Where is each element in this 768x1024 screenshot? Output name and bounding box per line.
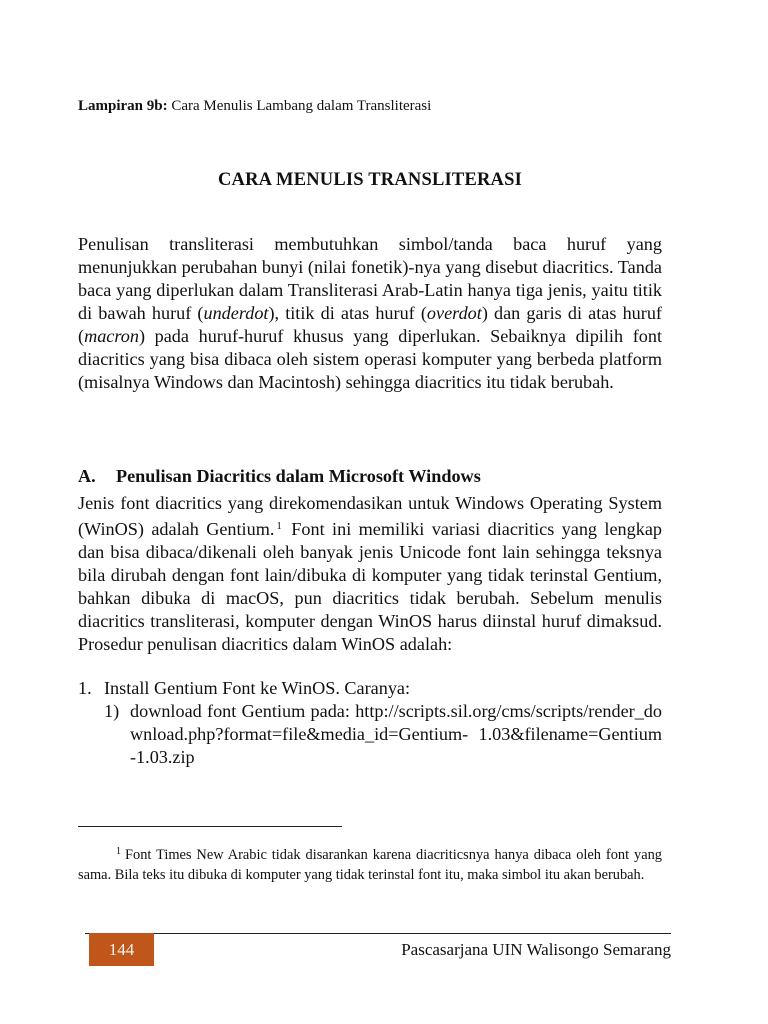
section-a-paragraph [78, 492, 662, 656]
page-number: 144 [89, 933, 154, 966]
footnote-text: Font Times New Arabic tidak disarankan karena diacriticsnya hanya dibaca oleh font yang sama. Bila teks itu dibuka di komputer yang tidak terinstal font itu, maka simbol itu akan berubah. [78, 847, 662, 883]
intro-text-4: ) pada huruf-huruf khusus yang diperlukan. Sebaiknya dipilih font diacritics yang bisa dibaca oleh sistem operasi komputer yang berbeda platform (misalnya Windows dan Macintosh) sehingga diacritics itu tidak berubah. [78, 326, 662, 392]
intro-text-2: ), titik di atas huruf ( [268, 303, 427, 323]
intro-text-3: ) dan garis di atas huruf ( [78, 303, 662, 346]
footnote [78, 842, 662, 885]
list-item [78, 677, 662, 700]
section-letter: A. [78, 466, 96, 486]
intro-text-1: Penulisan transliterasi membutuhkan simbol/tanda baca huruf yang menunjukkan perubahan bunyi (nilai fonetik)-nya yang disebut diacritics. Tanda baca yang diperlukan dalam Transliterasi Arab-Latin hanya tiga jenis, yaitu titik di bawah huruf ( [78, 234, 662, 323]
page-title: CARA MENULIS TRANSLITERASI [217, 170, 523, 190]
footnote-divider [78, 826, 342, 827]
term-overdot: overdot [426, 303, 482, 323]
list-number: 1. [78, 678, 92, 698]
section-heading-text: Penulisan Diacritics dalam Microsoft Windows [116, 466, 481, 486]
appendix-label: Lampiran 9b: [78, 98, 168, 114]
sub-list-item [104, 700, 662, 769]
section-a-heading [78, 465, 678, 488]
sub-list-item-text: download font Gentium pada: http://scripts.sil.org/cms/scripts/render_download.php?format=file&media_id=Gentium- 1.03&filename=Gentium-1.03.zip [130, 701, 662, 767]
list-item-text: Install Gentium Font ke WinOS. Caranya: [104, 678, 411, 698]
section-a-text-2: Font ini memiliki variasi diacritics yang lengkap dan bisa dibaca/dikenali oleh banyak jenis Unicode font lain sehingga teksnya bila dirubah dengan font lain/dibuka di komputer yang tidak terinstal Gentium, bahkan dibuka di macOS, pun diacritics tidak berubah. Sebelum menulis diacritics transliterasi, komputer dengan WinOS harus diinstal huruf dimaksud. Prosedur penulisan diacritics dalam WinOS adalah: [78, 519, 662, 654]
term-underdot: underdot [203, 303, 269, 323]
sub-list-number: 1) [104, 701, 120, 721]
appendix-header [78, 97, 431, 115]
footer-divider [85, 933, 671, 934]
footnote-number: 1 [116, 846, 121, 857]
footer-institution: Pascasarjana UIN Walisongo Semarang [401, 940, 671, 959]
section-a-text-1: Jenis font diacritics yang direkomendasikan untuk Windows Operating System (WinOS) adalah Gentium. [78, 493, 662, 539]
intro-paragraph [78, 233, 662, 394]
term-macron: macron [84, 326, 139, 346]
appendix-title: Cara Menulis Lambang dalam Transliterasi [167, 98, 432, 114]
footnote-reference[interactable]: 1 [276, 520, 282, 532]
